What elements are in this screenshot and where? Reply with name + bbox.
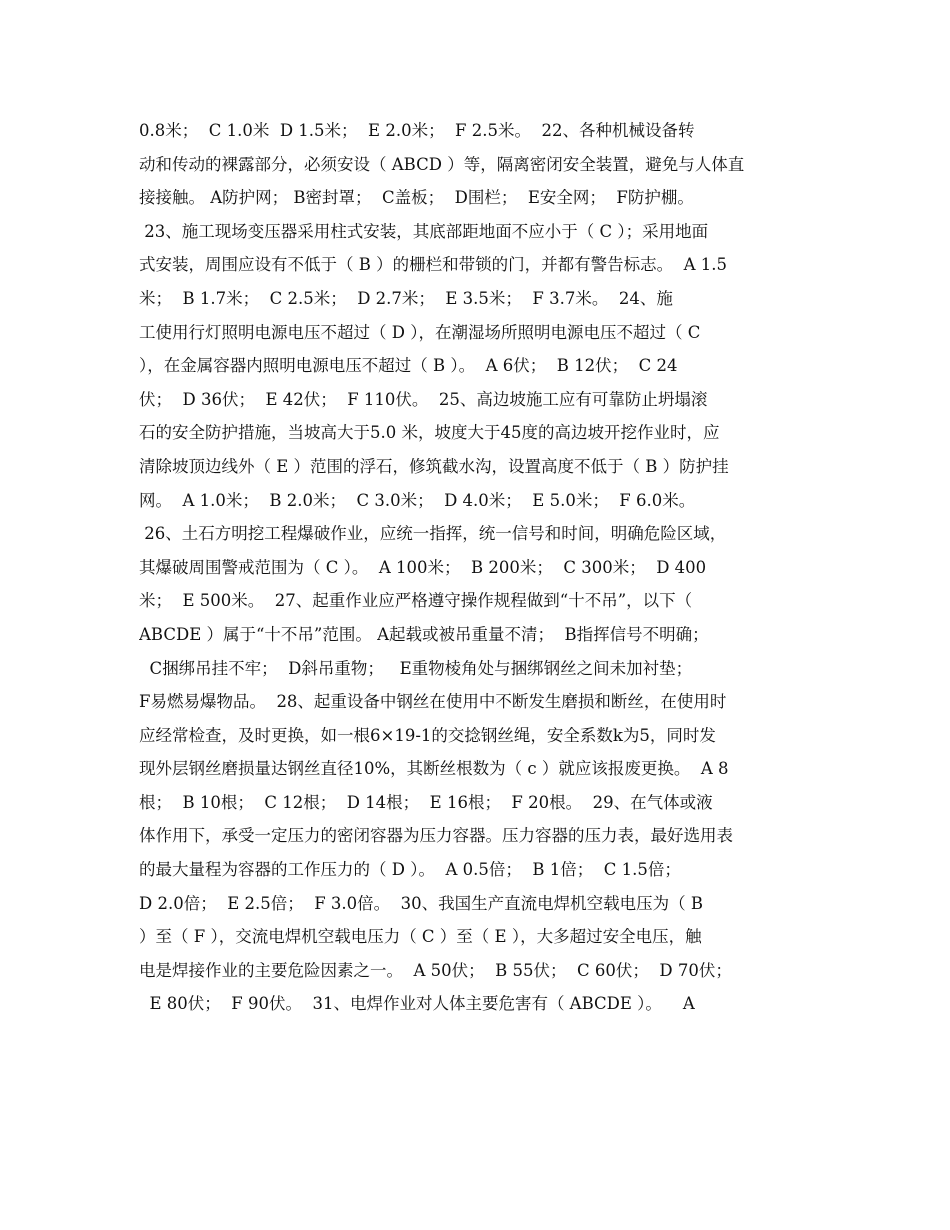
text-line-11: 清除坡顶边线外（ E ）范围的浮石，修筑截水沟，设置高度不低于（ B ）防护挂	[139, 456, 729, 476]
text-line-5: 式安装，周围应设有不低于（ B ）的栅栏和带锁的门，并都有警告标志。 A 1.5	[139, 255, 728, 275]
text-line-1: 0.8米； C 1.0米 D 1.5米； E 2.0米； F 2.5米。 22、各种机械设备转	[139, 121, 695, 140]
text-line-8: ），在金属容器内照明电源电压不超过（ B ）。 A 6伏； B 12伏； C 24	[139, 356, 678, 376]
text-line-17: C捆绑吊挂不牢； D斜吊重物； E重物棱角处与捆绑钢丝之间未加衬垫；	[139, 658, 693, 678]
text-line-2: 动和传动的裸露部分，必须安设（ ABCD ）等，隔离密闭安全装置，避免与人体直	[139, 154, 745, 174]
text-line-16: ABCDE ）属于“十不吊”范围。 A起载或被吊重量不清； B指挥信号不明确；	[139, 624, 709, 644]
text-line-9: 伏； D 36伏； E 42伏； F 110伏。 25、高边坡施工应有可靠防止坍塌滚	[139, 389, 708, 409]
text-line-10: 石的安全防护措施，当坡高大于5.0 米，坡度大于45度的高边坡开挖作业时，应	[139, 423, 720, 443]
text-line-12: 网。 A 1.0米； B 2.0米； C 3.0米； D 4.0米； E 5.0米； F 6.0米。	[139, 490, 696, 510]
text-line-27: E 80伏； F 90伏。 31、电焊作业对人体主要危害有（ ABCDE ）。 A	[139, 994, 695, 1014]
text-line-25: ）至（ F ），交流电焊机空载电压力（ C ）至（ E ），大多超过安全电压，触	[139, 927, 702, 947]
document-body	[139, 114, 829, 1021]
text-line-15: 米； E 500米。 27、起重作业应严格遵守操作规程做到“十不吊”，以下（	[139, 591, 693, 611]
text-line-22: 体作用下，承受一定压力的密闭容器为压力容器。压力容器的压力表，最好选用表	[139, 826, 733, 846]
text-line-4: 23、施工现场变压器采用柱式安装，其底部距地面不应小于（ C ）；采用地面	[139, 221, 709, 241]
text-line-18: F易燃易爆物品。 28、起重设备中钢丝在使用中不断发生磨损和断丝，在使用时	[139, 692, 727, 712]
text-line-24: D 2.0倍； E 2.5倍； F 3.0倍。 30、我国生产直流电焊机空载电压为（ B	[139, 893, 704, 913]
text-line-26: 电是焊接作业的主要危险因素之一。 A 50伏； B 55伏； C 60伏； D 70伏；	[139, 960, 732, 980]
text-line-13: 26、土石方明挖工程爆破作业，应统一指挥，统一信号和时间，明确危险区域，	[139, 524, 727, 544]
text-line-14: 其爆破周围警戒范围为（ C ）。 A 100米； B 200米； C 300米； D 400	[139, 557, 707, 577]
text-line-20: 现外层钢丝磨损量达钢丝直径10%，其断丝根数为（ c ）就应该报废更换。 A 8	[139, 759, 729, 779]
text-line-23: 的最大量程为容器的工作压力的（ D ）。 A 0.5倍； B 1倍； C 1.5倍；	[139, 860, 681, 880]
text-line-19: 应经常检查，及时更换，如一根6×19-1的交捻钢丝绳，安全系数k为5，同时发	[139, 725, 716, 745]
text-line-6: 米； B 1.7米； C 2.5米； D 2.7米； E 3.5米； F 3.7米。 24、施	[139, 288, 673, 308]
text-line-3: 接接触。 A防护网； B密封罩； C盖板； D围栏； E安全网； F防护棚。	[139, 188, 694, 208]
text-line-7: 工使用行灯照明电源电压不超过（ D ），在潮湿场所照明电源电压不超过（ C	[139, 322, 701, 342]
text-line-21: 根； B 10根； C 12根； D 14根； E 16根； F 20根。 29、在气体或液	[139, 792, 713, 812]
